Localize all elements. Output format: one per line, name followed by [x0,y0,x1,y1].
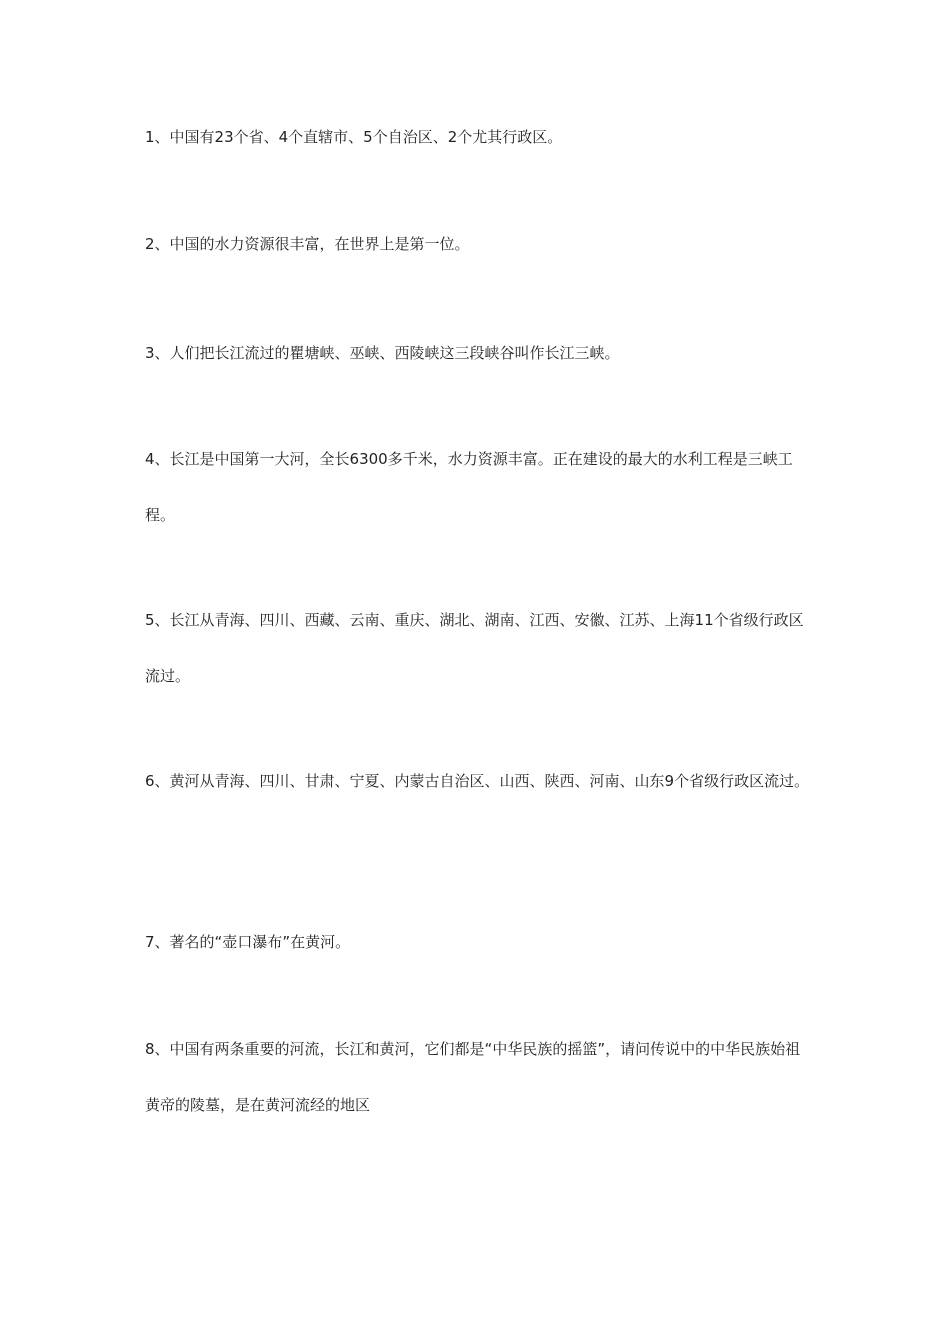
paragraph-4: 4、长江是中国第一大河，全长6300多千米，水力资源丰富。正在建设的最大的水利工程是三峡工程。 [145,450,793,524]
paragraph-5: 5、长江从青海、四川、西藏、云南、重庆、湖北、湖南、江西、安徽、江苏、上海11个省级行政区流过。 [145,611,804,685]
paragraph-3: 3、人们把长江流过的瞿塘峡、巫峡、西陵峡这三段峡谷叫作长江三峡。 [145,344,620,362]
paragraph-1: 1、中国有23个省、4个直辖市、5个自治区、2个尤其行政区。 [145,128,563,146]
paragraph-7: 7、著名的“壶口瀑布”在黄河。 [145,933,351,951]
paragraph-8: 8、中国有两条重要的河流，长江和黄河，它们都是“中华民族的摇篮”，请问传说中的中华民族始祖黄帝的陵墓，是在黄河流经的地区 [145,1040,801,1114]
paragraph-2: 2、中国的水力资源很丰富，在世界上是第一位。 [145,235,470,253]
paragraph-6: 6、黄河从青海、四川、甘肃、宁夏、内蒙古自治区、山西、陕西、河南、山东9个省级行政区流过。 [145,772,810,790]
